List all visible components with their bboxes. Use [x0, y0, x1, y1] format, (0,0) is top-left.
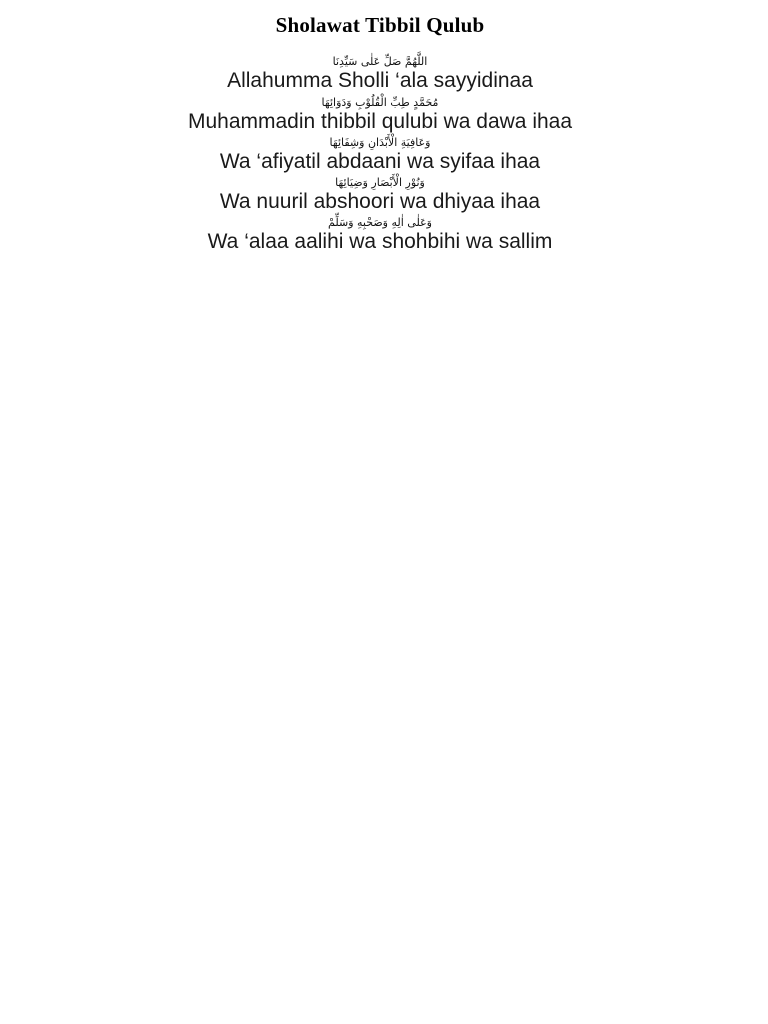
transliteration-text: Wa ‘alaa aalihi wa shohbihi wa sallim — [207, 230, 553, 253]
arabic-text: وَعَافِيَةِ الْأَبْدَانِ وَشِفَائِهَا — [329, 136, 431, 149]
transliteration-text: Muhammadin thibbil qulubi wa dawa ihaa — [187, 110, 573, 133]
document-title: Sholawat Tibbil Qulub — [275, 13, 485, 37]
verse-line — [0, 96, 760, 134]
arabic-text: وَنُوْرِ الْأَبْصَارِ وَضِيَائِهَا — [335, 176, 425, 189]
verse-line — [0, 136, 760, 174]
transliteration-text: Wa ‘afiyatil abdaani wa syifaa ihaa — [219, 150, 541, 173]
arabic-text: وَعَلٰى اٰلِهِ وَصَحْبِهِ وَسَلِّمْ — [328, 216, 432, 229]
arabic-text: اللَّهُمَّ صَلِّ عَلٰى سَيِّدِنَا — [332, 55, 428, 68]
transliteration-text: Wa nuuril abshoori wa dhiyaa ihaa — [219, 190, 541, 213]
arabic-text: مُحَمَّدٍ طِبِّ الْقُلُوْبِ وَدَوَائِهَا — [321, 96, 439, 109]
verse-line — [0, 216, 760, 254]
verse-line — [0, 176, 760, 214]
transliteration-text: Allahumma Sholli ‘ala sayyidinaa — [227, 69, 533, 92]
verse-line — [0, 55, 760, 93]
